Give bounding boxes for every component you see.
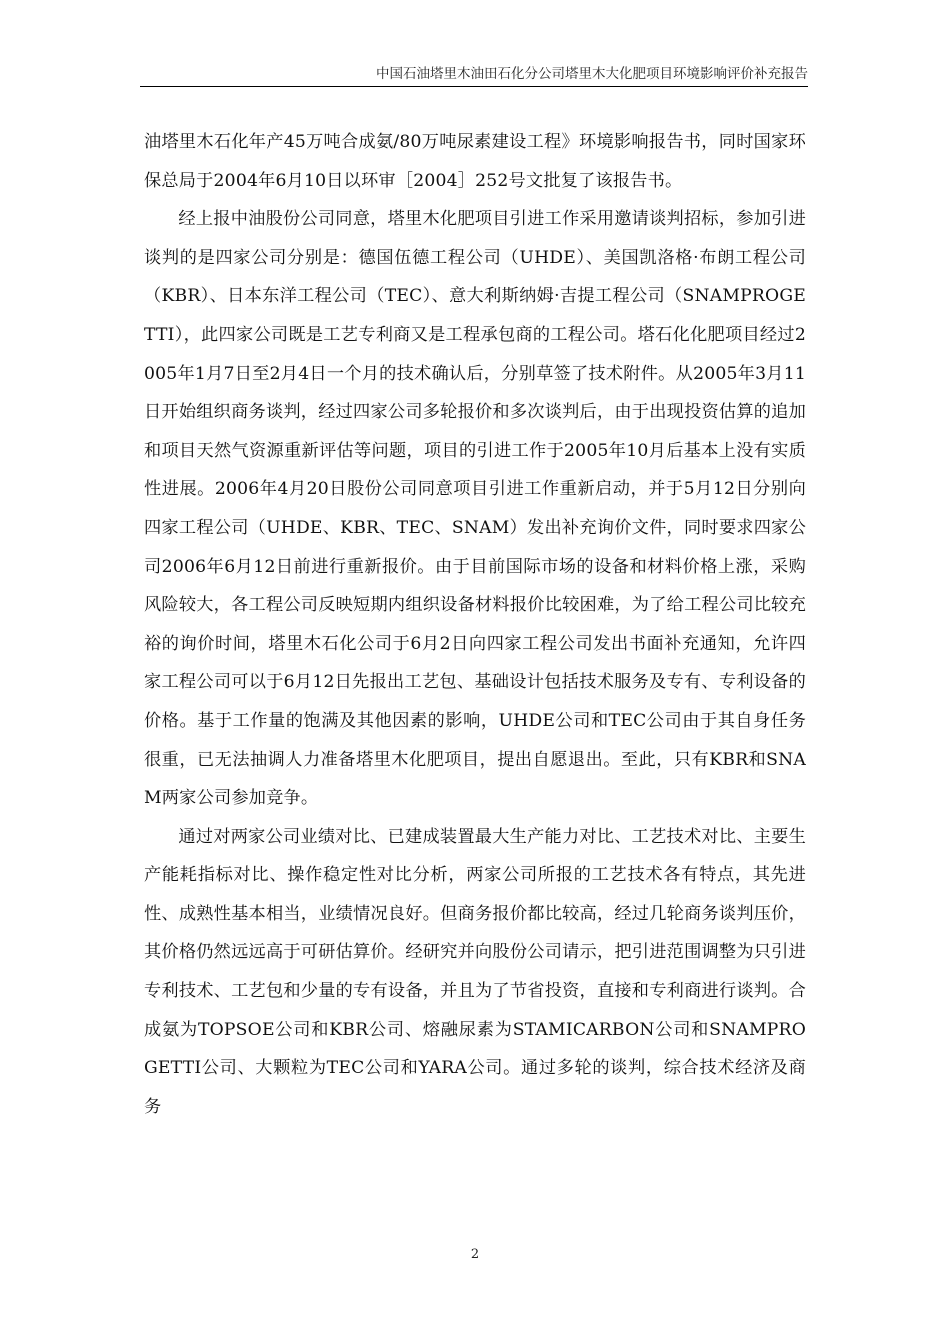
paragraph-1: 油塔里木石化年产45万吨合成氨/80万吨尿素建设工程》环境影响报告书，同时国家环保总局于2004年6月10日以环审［2004］252号文批复了该报告书。 (144, 132, 806, 191)
page-header (140, 64, 808, 87)
document-body (144, 123, 806, 1126)
header-title: 中国石油塔里木油田石化分公司塔里木大化肥项目环境影响评价补充报告 (376, 66, 808, 82)
page-number: 2 (470, 1247, 480, 1262)
paragraph-3: 通过对两家公司业绩对比、已建成装置最大生产能力对比、工艺技术对比、主要生产能耗指标对比、操作稳定性对比分析，两家公司所报的工艺技术各有特点，其先进性、成熟性基本相当，业绩情况良好。但商务报价都比较高，经过几轮商务谈判压价，其价格仍然远远高于可研估算价。经研究并向股份公司请示，把引进范围调整为只引进专利技术、工艺包和少量的专有设备，并且为了节省投资，直接和专利商进行谈判。合成氨为TOPSOE公司和KBR公司、熔融尿素为STAMICARBON公司和SNAMPROGETTI公司、大颗粒为TEC公司和YARA公司。通过多轮的谈判，综合技术经济及商务 (144, 826, 806, 1117)
paragraph-2: 经上报中油股份公司同意，塔里木化肥项目引进工作采用邀请谈判招标，参加引进谈判的是四家公司分别是：德国伍德工程公司（UHDE）、美国凯洛格·布朗工程公司（KBR）、日本东洋工程公司（TEC）、意大利斯纳姆·吉提工程公司（SNAMPROGETTI），此四家公司既是工艺专利商又是工程承包商的工程公司。塔石化化肥项目经过2005年1月7日至2月4日一个月的技术确认后，分别草签了技术附件。从2005年3月11日开始组织商务谈判，经过四家公司多轮报价和多次谈判后，由于出现投资估算的追加和项目天然气资源重新评估等问题，项目的引进工作于2005年10月后基本上没有实质性进展。2006年4月20日股份公司同意项目引进工作重新启动，并于5月12日分别向四家工程公司（UHDE、KBR、TEC、SNAM）发出补充询价文件，同时要求四家公司2006年6月12日前进行重新报价。由于目前国际市场的设备和材料价格上涨，采购风险较大，各工程公司反映短期内组织设备材料报价比较困难，为了给工程公司比较充裕的询价时间，塔里木石化公司于6月2日向四家工程公司发出书面补充通知，允许四家工程公司可以于6月12日先报出工艺包、基础设计包括技术服务及专有、专利设备的价格。基于工作量的饱满及其他因素的影响，UHDE公司和TEC公司由于其自身任务很重，已无法抽调人力准备塔里木化肥项目，提出自愿退出。至此，只有KBR和SNAM两家公司参加竞争。 (144, 209, 806, 809)
